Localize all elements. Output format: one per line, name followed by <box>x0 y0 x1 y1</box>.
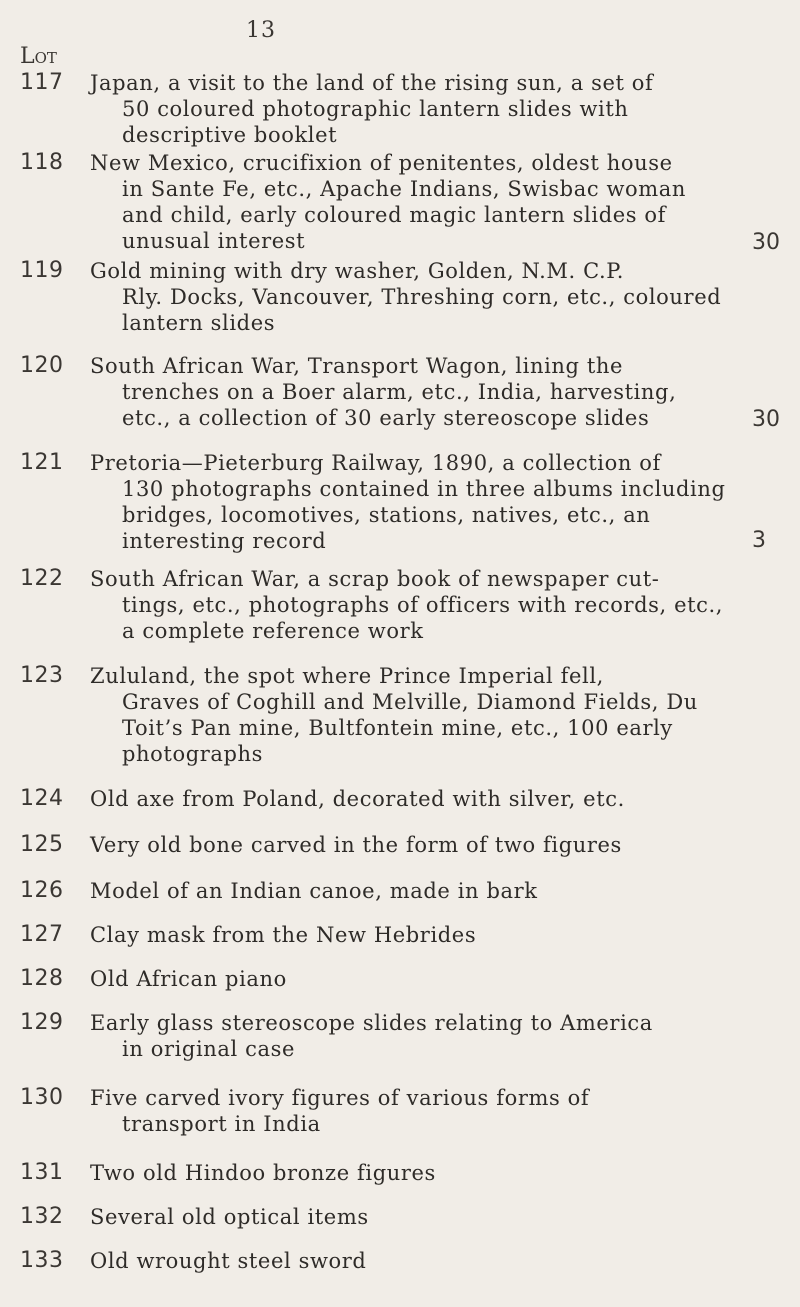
lot-description-continuation: tings, etc., photographs of officers with records, etc., a complete reference work <box>122 593 724 643</box>
lot-description <box>90 353 730 431</box>
lot-description-line: Very old bone carved in the form of two figures <box>90 833 622 857</box>
lot-description-continuation: Graves of Coghill and Melville, Diamond Fields, Du Toit’s Pan mine, Bultfontein mine, etc., 100 early photographs <box>122 690 698 766</box>
lot-description-continuation: 50 coloured photographic lantern slides with descriptive booklet <box>122 97 629 147</box>
lot-description <box>90 922 730 948</box>
lot-description-continuation: in Sante Fe, etc., Apache Indians, Swisbac woman and child, early coloured magic lantern slides of unusual interest <box>122 177 687 253</box>
lot-description <box>90 450 730 554</box>
lot-description-line: Five carved ivory figures of various forms of <box>90 1086 590 1110</box>
lot-number: 125 <box>20 832 64 857</box>
lot-description <box>90 1010 730 1062</box>
lot-description <box>90 150 730 254</box>
lot-quantity: 30 <box>752 230 780 255</box>
lot-number: 124 <box>20 786 64 811</box>
lot-description-line: Old wrought steel sword <box>90 1249 367 1273</box>
lot-column-header: Lot <box>20 44 57 69</box>
lot-description <box>90 1160 730 1186</box>
lot-number: 126 <box>20 878 64 903</box>
lot-description-continuation: in original case <box>122 1037 295 1061</box>
lot-number: 121 <box>20 450 64 475</box>
lot-number: 130 <box>20 1085 64 1110</box>
lot-description-continuation: transport in India <box>122 1112 321 1136</box>
lot-description <box>90 70 730 148</box>
lot-number: 122 <box>20 566 64 591</box>
lot-description-line: Two old Hindoo bronze figures <box>90 1161 436 1185</box>
lot-number: 128 <box>20 966 64 991</box>
lot-number: 117 <box>20 70 64 95</box>
lot-description-line: Early glass stereoscope slides relating to America <box>90 1011 653 1035</box>
lot-number: 132 <box>20 1204 64 1229</box>
lot-quantity: 30 <box>752 407 780 432</box>
lot-description-line: Old axe from Poland, decorated with silver, etc. <box>90 787 625 811</box>
lot-number: 118 <box>20 150 64 175</box>
lot-quantity: 3 <box>752 528 766 553</box>
lot-description <box>90 786 730 812</box>
lot-description <box>90 1248 730 1274</box>
lot-description <box>90 663 730 767</box>
lot-description <box>90 1085 730 1137</box>
lot-number: 119 <box>20 258 64 283</box>
lot-description-line: New Mexico, crucifixion of penitentes, oldest house <box>90 151 673 175</box>
lot-number: 120 <box>20 353 64 378</box>
lot-description <box>90 1204 730 1230</box>
lot-description-line: Several old optical items <box>90 1205 369 1229</box>
lot-number: 127 <box>20 922 64 947</box>
lot-description-line: Old African piano <box>90 967 287 991</box>
lot-description-line: Model of an Indian canoe, made in bark <box>90 879 538 903</box>
lot-description <box>90 878 730 904</box>
lot-description <box>90 966 730 992</box>
lot-number: 129 <box>20 1010 64 1035</box>
lot-description <box>90 566 730 644</box>
lot-number: 131 <box>20 1160 64 1185</box>
lot-description <box>90 832 730 858</box>
page-number: 13 <box>246 18 276 43</box>
lot-number: 123 <box>20 663 64 688</box>
lot-number: 133 <box>20 1248 64 1273</box>
lot-description-line: Japan, a visit to the land of the rising sun, a set of <box>90 71 654 95</box>
lot-description-line: Gold mining with dry washer, Golden, N.M. C.P. <box>90 259 625 283</box>
lot-description-continuation: 130 photographs contained in three albums including bridges, locomotives, stations, natives, etc., an interesting record <box>122 477 726 553</box>
lot-description-line: South African War, a scrap book of newspaper cut- <box>90 567 660 591</box>
lot-description-line: Pretoria—Pieterburg Railway, 1890, a collection of <box>90 451 661 475</box>
lot-description-line: Zululand, the spot where Prince Imperial fell, <box>90 664 604 688</box>
lot-description-line: South African War, Transport Wagon, lining the <box>90 354 624 378</box>
lot-description <box>90 258 730 336</box>
lot-description-continuation: Rly. Docks, Vancouver, Threshing corn, etc., coloured lantern slides <box>122 285 722 335</box>
lot-description-continuation: trenches on a Boer alarm, etc., India, harvesting, etc., a collection of 30 early stereoscope slides <box>122 380 677 430</box>
lot-description-line: Clay mask from the New Hebrides <box>90 923 477 947</box>
